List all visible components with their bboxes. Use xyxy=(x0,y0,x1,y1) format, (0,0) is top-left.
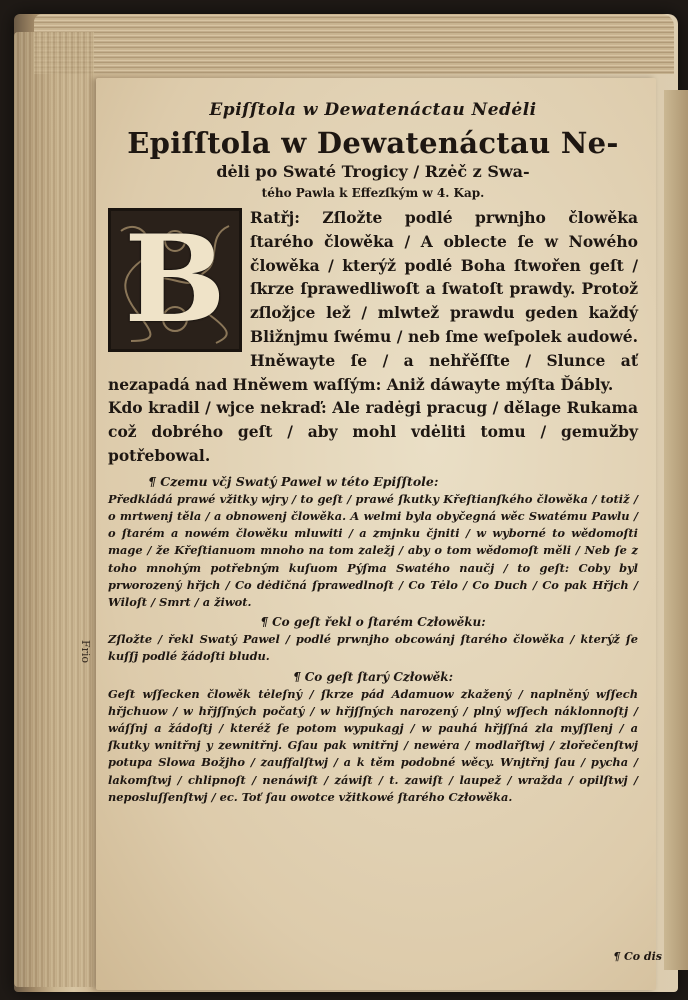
decorated-initial xyxy=(108,208,242,352)
page-edges-side xyxy=(14,32,94,987)
epistle-paragraph-1: Ratřj: Zſložte podlé prwnjho člowěka ſtarého člowěka / A oblecte ſe w Nowého člowěka / kterýž podlé Boha ſtwořen geſt / ſkrze ſprawedliwoſt a ſwatoſt prawdy. Protož zſložjce lež / mlwtež prawdu geden každý Bližnjmu ſwému / neb ſme weſpolek audowé. Hněwayte ſe / a nehřěſſte / Slunce ať nezapadá nad Hněwem waſſým: Aniž dáwayte mýſta Ďábly. xyxy=(108,208,638,394)
epistle-paragraph-2: Kdo kradil / wjce nekraď: Ale radėgi pracug / dělage Rukama což dobrého geſt / aby mohl vdėliti tomu / gemužby potřebowal. xyxy=(108,398,638,465)
section-heading-3: ¶ Co geſt ſtarý Człowěk: xyxy=(292,669,454,684)
section-heading-1: ¶ Czemu včj Swatý Pawel w této Epiſſtole: xyxy=(148,473,439,489)
commentary-paragraph-2: Zſložte / řekl Swatý Pawel / podlé prwnjho obcowánj ſtarého člowěka / kterýž ſe kuſſj podlé žádoſti bludu. xyxy=(108,632,638,664)
commentary-paragraph-3: Geſt wſſecken člowěk tėleſný / ſkrze pád Adamuow zkažený / naplněný wſſech hřjchuow / w hřjſſných počatý / w hřjſſných narozený / plný wſſech náklonnoſtj / wáſſnj a žádoſtj / kteréž ſe potom wypukagj / w pauhá hřjſſná zla myſſlenj / a ſkutky wnitřnj y zewnitřnj. Gſau pak wnitřnj / newėra / modlařſtwj / zlořečenſtwj potupa Slowa Božjho / zauffalſtwj / a k těm podobné wěcy. Wnjtřnj ſau / pycha / lakomſtwj / chlipnoſt / nenáwiſt / záwiſt / t. zawiſt / laupež / wražda / opilſtwj / neposluſſenſtwj / ec. Toť ſau owotce vžitkowé ſtarého Człowěka. xyxy=(108,686,638,804)
facing-page-edge xyxy=(664,90,688,970)
page-edges-top xyxy=(34,14,674,74)
page-title: Epiſſtola w Dewatenáctau Ne- xyxy=(127,126,619,160)
page-text xyxy=(108,100,638,806)
catchword: ¶ Co dis xyxy=(613,950,662,963)
commentary-paragraph-1: Předkládá prawé vžitky wjry / to geſt / prawé ſkutky Křeſtianſkého člowěka / totiž / o mrtwenj těla / a obnowenj člowěka. A welmi byla obyčegná wěc Swatému Pawlu / o ſtarém a nowém člowěku mluwiti / a zmjnku čjniti / w wyborné to wědomoſti mage / že Křeſtianuom mnoho na tom zaležj / aby o tom wědomoſt měli / Neb ſe z toho mnohým potřebným kuſuom Pýſma Swatého naučj / to geſt: Coby byl prworozený hřjch / Co dėdičná ſprawedlnoſt / Co Tėlo / Co Duch / Co pak Hřjch / Wiloſt / Smrt / a žiwot. xyxy=(108,491,638,609)
section-heading-2: ¶ Co geſt řekl o ſtarém Człowěku: xyxy=(260,615,486,630)
opening-paragraph-block xyxy=(108,206,638,396)
initial-letter: B xyxy=(124,209,226,350)
running-head: Epiſſtola w Dewatenáctau Nedėli xyxy=(209,100,537,120)
margin-note: Frio xyxy=(79,640,92,664)
page-subtitle: dėli po Swaté Trogicy / Rzėč z Swa- xyxy=(216,162,530,181)
page-subtitle-reference: tého Pawla k Effezſkým w 4. Kap. xyxy=(261,186,485,200)
